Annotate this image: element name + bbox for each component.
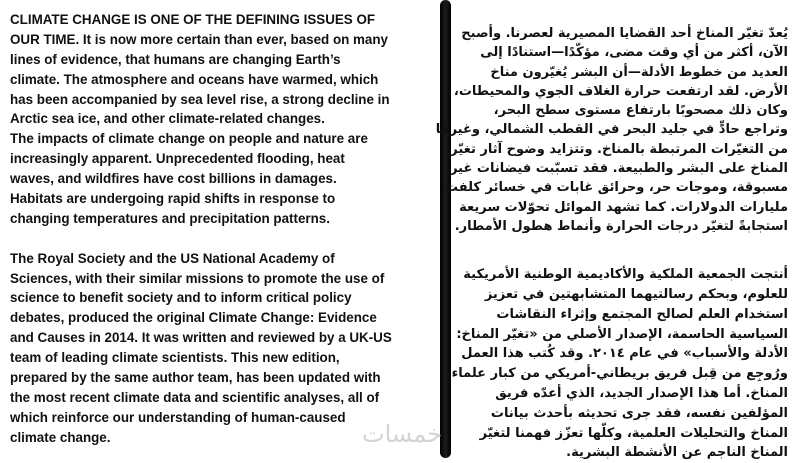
text-line: للعلوم، وبحكم رسالتيهما المتشابهتين في تعزيز <box>484 287 788 303</box>
text-line: lines of evidence, that humans are changing Earth’s <box>10 51 341 67</box>
text-line: The Royal Society and the US National Academy of <box>10 250 335 266</box>
arabic-paragraph-2 <box>453 265 788 463</box>
text-line: يُعدّ تغيّر المناخ أحد القضايا المصيرية لعصرنا. وأصبح <box>461 26 788 41</box>
column-divider <box>440 0 451 458</box>
text-line: المناخ على البشر والطبيعة. فقد تسبّبت فيضانات غير <box>450 161 788 177</box>
text-line: المناخ الناجم عن الأنشطة البشرية. <box>566 445 788 461</box>
english-paragraph-2 <box>10 249 438 448</box>
text-line: which reinforce our understanding of human-caused <box>10 409 346 425</box>
text-line: أنتجت الجمعية الملكية والأكاديمية الوطنية الأمريكية <box>463 267 788 283</box>
text-line: وكان ذلك مصحوبًا بارتفاع مستوى سطح البحر، <box>493 103 788 119</box>
text-line: الآن، أكثر من أي وقت مضى، مؤكّدًا—استنادًا إلى <box>480 45 788 61</box>
english-text-column <box>10 10 438 448</box>
text-line: increasingly apparent. Unprecedented flooding, heat <box>10 151 345 167</box>
text-line: Sciences, with their similar missions to promote the use of <box>10 270 385 286</box>
text-line: debates, produced the original Climate Change: Evidence <box>10 310 377 326</box>
text-line: السياسية الحاسمة، الإصدار الأصلي من «تغيّر المناخ: <box>456 326 788 342</box>
text-line: prepared by the same author team, has been updated with <box>10 370 381 386</box>
text-line: has been accompanied by sea level rise, a strong decline in <box>10 91 390 107</box>
text-line: استجابةً لتغيّر درجات الحرارة وأنماط هطول الأمطار. <box>454 218 788 234</box>
text-line: الأدلة والأسباب» في عام ٢٠١٤. وقد كُتب هذا العمل <box>461 346 788 362</box>
text-line: team of leading climate scientists. This new edition, <box>10 350 340 366</box>
text-line: climate change. <box>10 429 111 445</box>
text-line: and Causes in 2014. It was written and reviewed by a UK-US <box>10 330 392 346</box>
text-line: science to benefit society and to inform critical policy <box>10 290 352 306</box>
text-line: the most recent climate data and scientific analyses, all of <box>10 389 380 405</box>
text-line: من التغيّرات المرتبطة بالمناخ. وتتزايد وضوح آثار تغيّر <box>450 141 788 157</box>
text-line: The impacts of climate change on people and nature are <box>10 131 368 147</box>
text-line: وتراجع حادٍّ في جليد البحر في القطب الشمالي، وغيرها <box>435 122 788 138</box>
text-line: ورُوجِع من قِبل فريق بريطاني-أمريكي من كبار علماء <box>451 366 788 382</box>
english-paragraph-1 <box>10 10 438 229</box>
text-line: الأرض. لقد ارتفعت حرارة الغلاف الجوي والمحيطات، <box>453 83 788 99</box>
paragraph-gap <box>10 229 438 249</box>
text-line: CLIMATE CHANGE IS ONE OF THE DEFINING ISSUES OF <box>10 12 376 27</box>
text-line: Habitats are undergoing rapid shifts in response to <box>10 191 336 207</box>
text-line: المناخ. أما هذا الإصدار الجديد، الذي أعدّه فريق <box>495 386 788 402</box>
text-line: changing temperatures and precipitation patterns. <box>10 210 330 226</box>
text-line: استخدام العلم لصالح المجتمع وإثراء النقاشات <box>496 306 788 322</box>
text-line: المؤلفين نفسه، فقد جرى تحديثه بأحدث بيانات <box>490 405 788 421</box>
text-line: climate. The atmosphere and oceans have warmed, which <box>10 71 379 87</box>
arabic-text-column <box>435 24 788 463</box>
text-line: المناخ والتحليلات العلمية، وكلّها تعزّز فهمنا لتغيّر <box>479 425 788 441</box>
khamsat-watermark: خمسات <box>362 420 443 448</box>
text-line: Arctic sea ice, and other climate-related changes. <box>10 111 325 127</box>
arabic-paragraph-1 <box>435 24 788 236</box>
text-line: waves, and wildfires have cost billions in damages. <box>10 171 337 187</box>
text-line: OUR TIME. It is now more certain than ever, based on many <box>10 31 389 47</box>
text-line: مليارات الدولارات. كما تشهد الموائل تحوّلات سريعة <box>459 199 788 215</box>
text-line: مسبوقة، وموجات حر، وحرائق غابات في خسائر كلفت <box>444 180 788 196</box>
text-line: العديد من خطوط الأدلة—أن البشر يُغيّرون مناخ <box>490 64 788 80</box>
